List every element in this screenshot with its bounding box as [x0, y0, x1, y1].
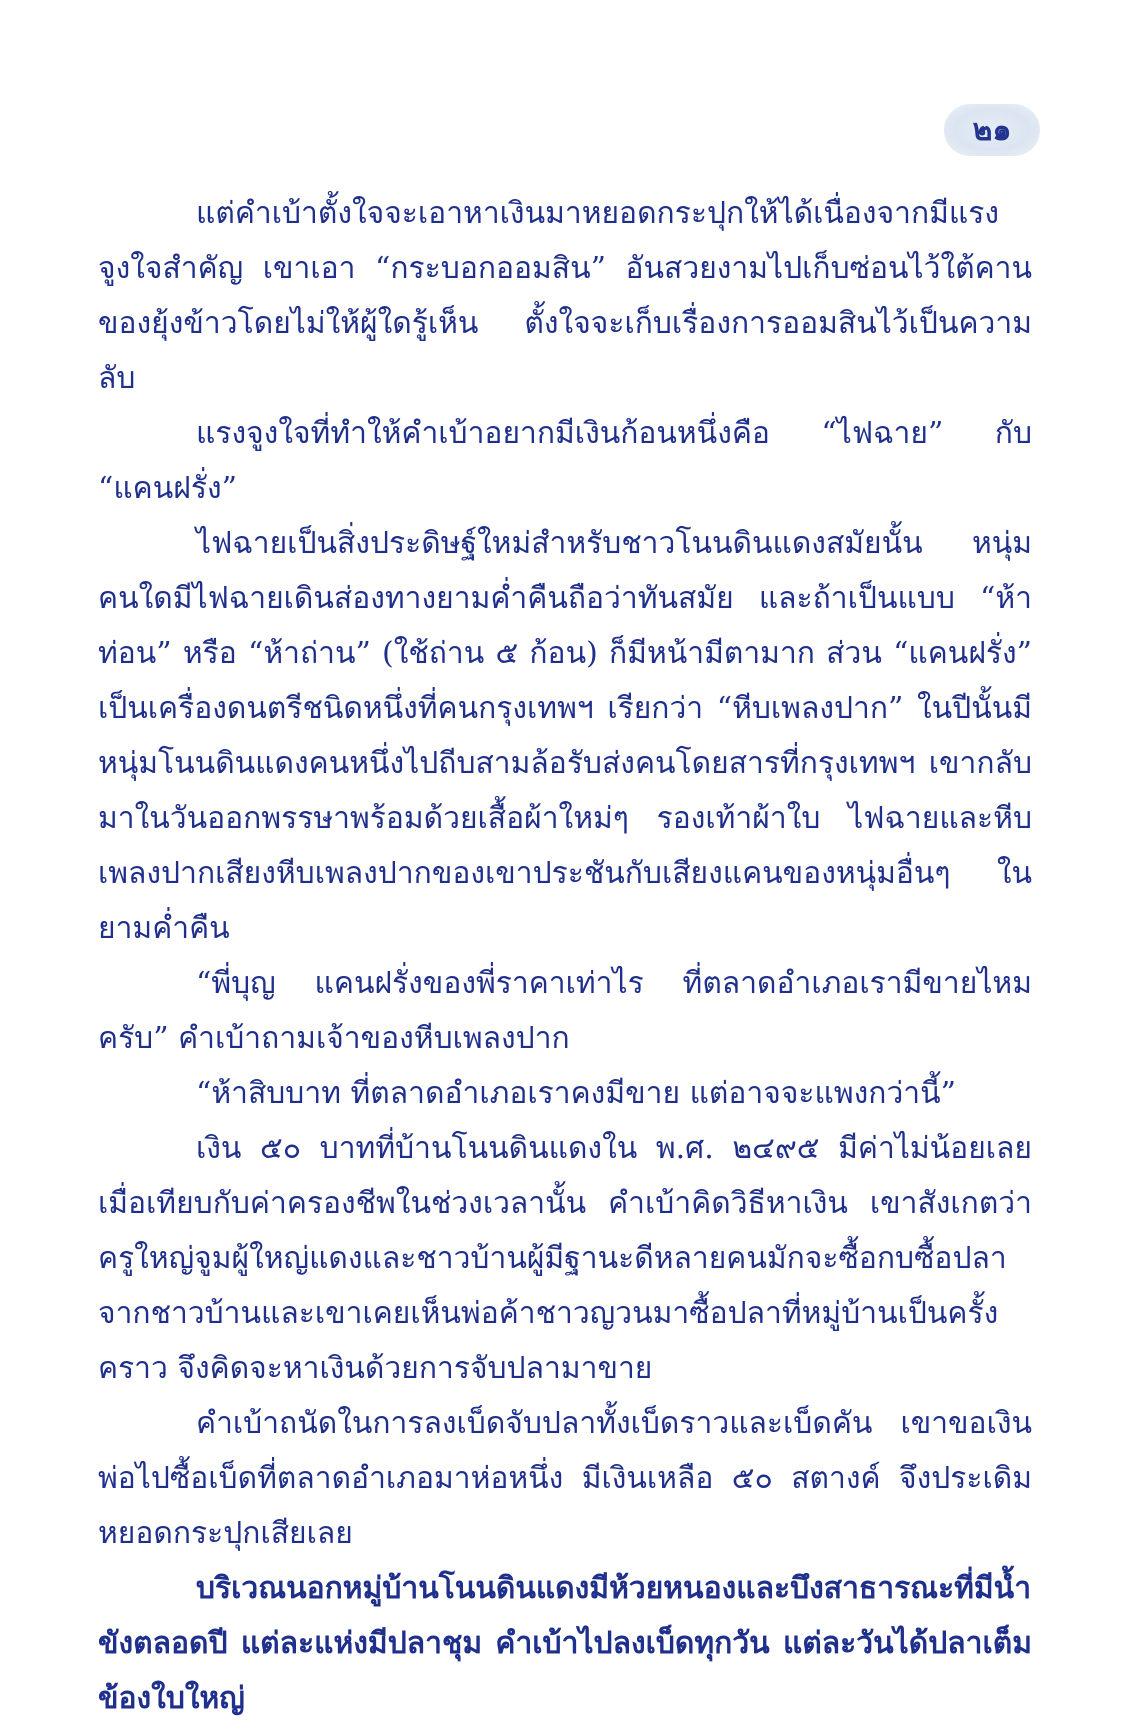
paragraph-2: แรงจูงใจที่ทำให้คำเบ้าอยากมีเงินก้อนหนึ่งคือ “ไฟฉาย” กับ “แคนฝรั่ง”	[98, 416, 1032, 506]
paragraph-8: บริเวณนอกหมู่บ้านโนนดินแดงมีห้วยหนองและบึงสาธารณะที่มีน้ำขังตลอดปี แต่ละแห่งมีปลาชุม คำเบ้าไปลงเบ็ดทุกวัน แต่ละวันได้ปลาเต็มข้องใบใหญ่	[98, 1571, 1032, 1716]
paragraph-4: “พี่บุญ แคนฝรั่งของพี่ราคาเท่าไร ที่ตลาดอำเภอเรามีขายไหมครับ” คำเบ้าถามเจ้าของหีบเพลงปาก	[98, 966, 1032, 1056]
page-number-badge	[944, 104, 1040, 156]
page-body	[98, 186, 1032, 1726]
paragraph-5: “ห้าสิบบาท ที่ตลาดอำเภอเราคงมีขาย แต่อาจจะแพงกว่านี้”	[196, 1076, 956, 1111]
page-number: ๒๑	[972, 112, 1012, 148]
paragraph-7: คำเบ้าถนัดในการลงเบ็ดจับปลาทั้งเบ็ดราวและเบ็ดคัน เขาขอเงินพ่อไปซื้อเบ็ดที่ตลาดอำเภอมาห่อหนึ่ง มีเงินเหลือ ๕๐ สตางค์ จึงประเดิมหยอดกระปุกเสียเลย	[98, 1406, 1032, 1551]
paragraph-6: เงิน ๕๐ บาทที่บ้านโนนดินแดงใน พ.ศ. ๒๔๙๕ มีค่าไม่น้อยเลยเมื่อเทียบกับค่าครองชีพในช่วงเวลานั้น คำเบ้าคิดวิธีหาเงิน เขาสังเกตว่าครูใหญ่จูมผู้ใหญ่แดงและชาวบ้านผู้มีฐานะดีหลายคนมักจะซื้อกบซื้อปลาจากชาวบ้านและเขาเคยเห็นพ่อค้าชาวญวนมาซื้อปลาที่หมู่บ้านเป็นครั้งคราว จึงคิดจะหาเงินด้วยการจับปลามาขาย	[98, 1131, 1032, 1386]
paragraph-3: ไฟฉายเป็นสิ่งประดิษฐ์ใหม่สำหรับชาวโนนดินแดงสมัยนั้น หนุ่มคนใดมีไฟฉายเดินส่องทางยามค่ำคืนถือว่าทันสมัย และถ้าเป็นแบบ “ห้าท่อน” หรือ “ห้าถ่าน” (ใช้ถ่าน ๕ ก้อน) ก็มีหน้ามีตามาก ส่วน “แคนฝรั่ง” เป็นเครื่องดนตรีชนิดหนึ่งที่คนกรุงเทพฯ เรียกว่า “หีบเพลงปาก” ในปีนั้นมีหนุ่มโนนดินแดงคนหนึ่งไปถีบสามล้อรับส่งคนโดยสารที่กรุงเทพฯ เขากลับมาในวันออกพรรษาพร้อมด้วยเสื้อผ้าใหม่ๆ รองเท้าผ้าใบ ไฟฉายและหีบเพลงปากเสียงหีบเพลงปากของเขาประชันกับเสียงแคนของหนุ่มอื่นๆ ในยามค่ำคืน	[98, 526, 1032, 946]
paragraph-1: แต่คำเบ้าตั้งใจจะเอาหาเงินมาหยอดกระปุกให้ได้เนื่องจากมีแรงจูงใจสำคัญ เขาเอา “กระบอกออมสิน” อันสวยงามไปเก็บซ่อนไว้ใต้คานของยุ้งข้าวโดยไม่ให้ผู้ใดรู้เห็น ตั้งใจจะเก็บเรื่องการออมสินไว้เป็นความลับ	[98, 196, 1032, 396]
